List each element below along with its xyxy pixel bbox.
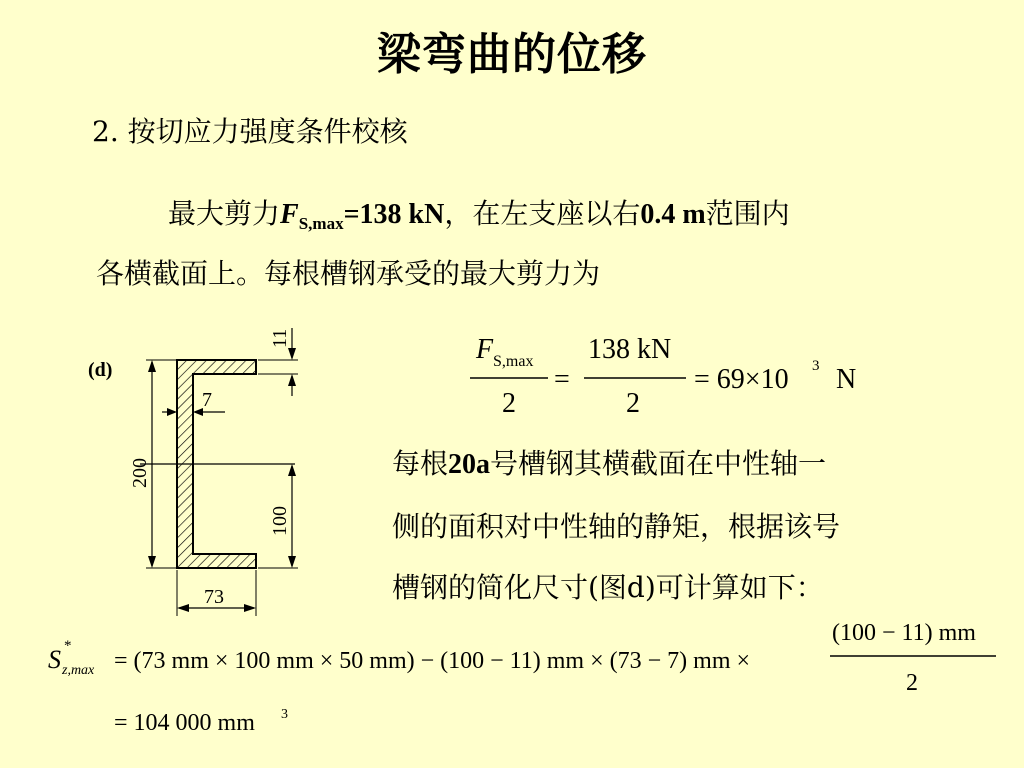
page-title: 梁弯曲的位移 <box>377 29 647 80</box>
eq2-lhs-symbol: S <box>48 645 61 674</box>
eq2-lhs-superscript: * <box>64 638 72 654</box>
text-segment: 最大剪力 <box>168 197 281 230</box>
distance-value: 0.4 m <box>640 199 706 230</box>
symbol-subscript: S,max <box>298 214 344 233</box>
eq1-equals: = <box>554 364 570 395</box>
eq1-num-symbol: F <box>476 334 494 365</box>
dim-half-height-label: 100 <box>269 506 291 536</box>
shear-value: =138 kN <box>343 199 445 230</box>
equation-shear-per-channel <box>460 316 880 416</box>
text-segment: 每根 <box>392 447 449 480</box>
figure-label: (d) <box>88 359 113 381</box>
text-segment: ，在左支座以右 <box>444 197 641 230</box>
dim-flange-label: 11 <box>269 328 291 348</box>
dim-web-label: 7 <box>202 389 212 411</box>
dim-width-label: 73 <box>204 586 224 608</box>
right-text-line-3: 槽钢的简化尺寸(图d)可计算如下： <box>392 571 824 604</box>
section-heading: 2. 按切应力强度条件校核 <box>92 115 408 148</box>
eq1-unit: N <box>836 364 857 395</box>
eq2-expression: = (73 mm × 100 mm × 50 mm) − (100 − 11) mm × (73 − 7) mm × <box>114 648 751 674</box>
eq1-den-2: 2 <box>626 388 640 416</box>
eq1-den-1: 2 <box>502 388 516 416</box>
eq2-lhs-subscript: z,max <box>62 663 95 678</box>
paragraph-line-1 <box>168 192 790 234</box>
paragraph-line-2: 各横截面上。每根槽钢承受的最大剪力为 <box>96 257 601 290</box>
eq1-rhs: = 69×10 <box>694 364 789 395</box>
eq1-exponent: 3 <box>812 358 820 374</box>
symbol-F: F <box>280 199 299 230</box>
eq1-num-subscript: S,max <box>493 353 534 370</box>
text-segment: 号槽钢其横截面在中性轴一 <box>490 447 827 480</box>
eq2-result: = 104 000 mm <box>114 710 255 736</box>
channel-section-figure <box>80 318 330 618</box>
eq2-result-exponent: 3 <box>281 707 288 722</box>
channel-designation: 20a <box>448 449 491 480</box>
right-text-line-2: 侧的面积对中性轴的静矩，根据该号 <box>392 510 841 543</box>
dim-height-label: 200 <box>129 458 151 488</box>
eq2-fraction-numerator: (100 − 11) mm <box>832 620 976 646</box>
dimension-arrows <box>288 348 296 386</box>
text-segment: 范围内 <box>705 197 790 230</box>
eq1-num-2: 138 kN <box>588 334 672 365</box>
right-text-line-1 <box>392 442 826 482</box>
eq2-fraction-denominator: 2 <box>906 670 918 696</box>
equation-static-moment <box>40 614 1010 764</box>
